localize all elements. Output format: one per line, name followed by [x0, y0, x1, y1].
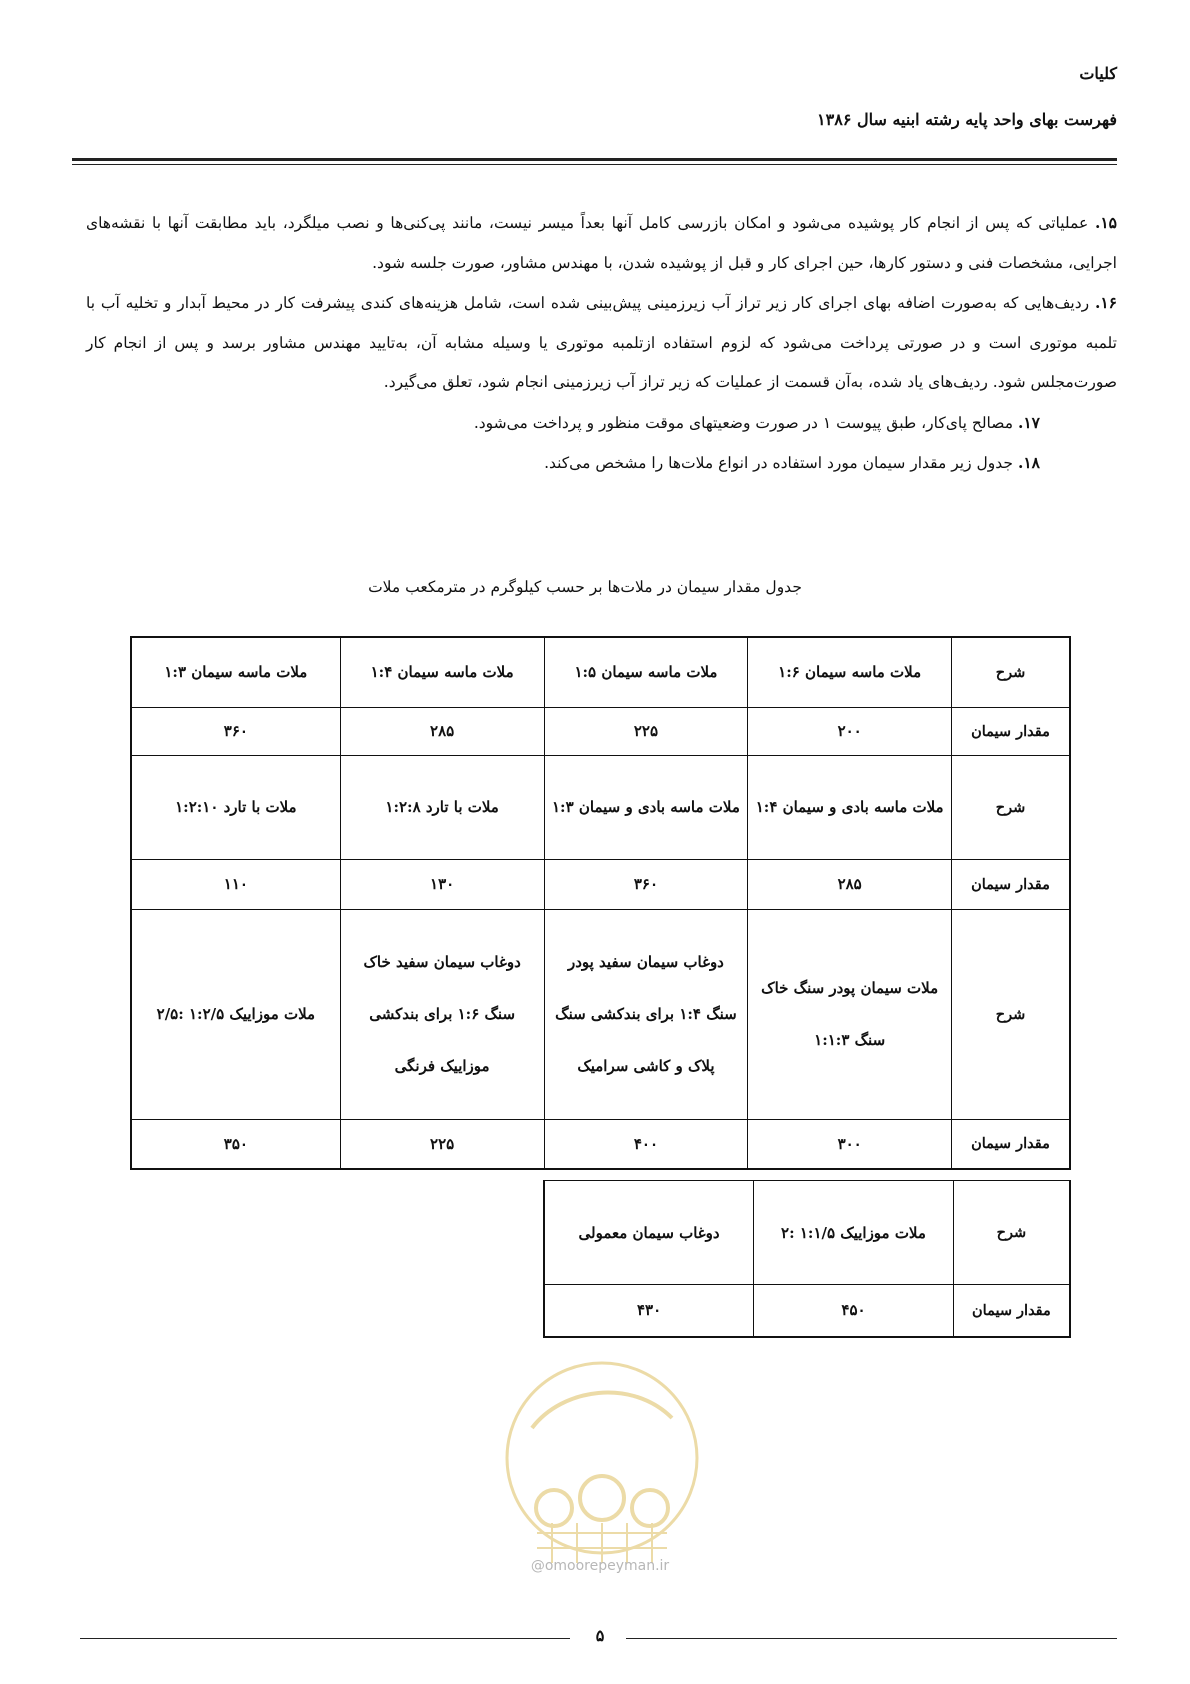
table-cell: ملات با تارد ۱:۲:۸ [340, 755, 544, 859]
cement-table-continued [543, 1180, 1071, 1338]
paragraph-number: ۱۷. [1017, 412, 1040, 432]
row-label-desc: شرح [953, 1181, 1070, 1285]
table-cell: ملات ماسه سیمان ۱:۴ [340, 637, 544, 707]
table-row [131, 637, 1070, 707]
paragraph-number: ۱۸. [1017, 453, 1040, 472]
row-label-desc: شرح [951, 637, 1070, 707]
row-label-amount: مقدار سیمان [951, 859, 1070, 909]
table-caption: جدول مقدار سیمان در ملات‌ها بر حسب کیلوگرم در مترمکعب ملات [368, 578, 802, 596]
watermark-logo [492, 1348, 712, 1588]
row-label-amount: مقدار سیمان [953, 1285, 1070, 1337]
body-text [86, 203, 1117, 484]
table-row [131, 707, 1070, 755]
table-cell: ملات سیمان پودر سنگ خاک سنگ ۱:۱:۳ [748, 909, 952, 1119]
paragraph-17 [86, 403, 1117, 444]
table-cell: ۱۱۰ [131, 859, 340, 909]
cement-table [130, 636, 1071, 1170]
table-row [131, 859, 1070, 909]
table-cell: ۳۶۰ [131, 707, 340, 755]
paragraph-text: جدول زیر مقدار سیمان مورد استفاده در انواع ملات‌ها را مشخص می‌کند. [544, 454, 1018, 472]
paragraph-15 [86, 203, 1117, 283]
table-row [544, 1181, 1070, 1285]
row-label-amount: مقدار سیمان [951, 707, 1070, 755]
table-cell: ۳۶۰ [544, 859, 748, 909]
table-row [131, 1119, 1070, 1169]
paragraph-number: ۱۶. [1094, 293, 1117, 312]
table-cell: دوغاب سیمان سفید خاک سنگ ۱:۶ برای بندکشی موزاییک فرنگی [340, 909, 544, 1119]
page-number: ۵ [595, 1626, 605, 1645]
paragraph-16 [86, 283, 1117, 403]
table-cell: ۲۸۵ [748, 859, 952, 909]
table-cell: ملات موزاییک ۱:۲/۵ :۲/۵ [131, 909, 340, 1119]
table-cell: ۳۰۰ [748, 1119, 952, 1169]
row-label-desc: شرح [951, 755, 1070, 859]
table-cell: ۴۳۰ [544, 1285, 754, 1337]
watermark-url: @omoorepeyman.ir [530, 1558, 670, 1574]
table-cell: ملات ماسه سیمان ۱:۶ [748, 637, 952, 707]
table-cell: ۴۵۰ [754, 1285, 954, 1337]
table-cell: ۳۵۰ [131, 1119, 340, 1169]
table-cell: ۴۰۰ [544, 1119, 748, 1169]
footer-rule-right [626, 1638, 1117, 1639]
header-rule-thin [72, 164, 1117, 165]
footer-rule-left [80, 1638, 570, 1639]
table-cell: ۱۳۰ [340, 859, 544, 909]
paragraph-text: مصالح پای‌کار، طبق پیوست ۱ در صورت وضعیتهای موقت منظور و پرداخت می‌شود. [473, 413, 1018, 432]
table-row [544, 1285, 1070, 1337]
paragraph-18 [86, 443, 1117, 484]
table-cell: ۲۲۵ [544, 707, 748, 755]
row-label-amount: مقدار سیمان [951, 1119, 1070, 1169]
section-title: کلیات [1079, 64, 1117, 83]
table-cell: ملات ماسه بادی و سیمان ۱:۴ [748, 755, 952, 859]
document-subtitle: فهرست بهای واحد پایه رشته ابنیه سال ۱۳۸۶ [817, 110, 1117, 129]
table-cell: ۲۲۵ [340, 1119, 544, 1169]
table-cell: ملات با تارد ۱:۲:۱۰ [131, 755, 340, 859]
table-cell: ۲۰۰ [748, 707, 952, 755]
table-cell: ۲۸۵ [340, 707, 544, 755]
paragraph-number: ۱۵. [1094, 213, 1117, 232]
header-rule-thick [72, 158, 1117, 161]
row-label-desc: شرح [951, 909, 1070, 1119]
table-cell: ملات ماسه سیمان ۱:۵ [544, 637, 748, 707]
table-row [131, 909, 1070, 1119]
table-cell: دوغاب سیمان سفید پودر سنگ ۱:۴ برای بندکشی سنگ پلاک و کاشی سرامیک [544, 909, 748, 1119]
table-cell: ملات ماسه سیمان ۱:۳ [131, 637, 340, 707]
paragraph-text: ردیف‌هایی که به‌صورت اضافه بهای اجرای کار زیر تراز آب زیرزمینی پیش‌بینی شده است، شامل هزینه‌های کندی پیشرفت کار در محیط آبدار و تخلیه آب با تلمبه موتوری است و در صورتی پرداخت می‌شود که لزوم استفاده ازتلمبه موتوری یا وسیله مشابه آن، به‌تایید مهندس مشاور برسد و پس از انجام کار صورت‌مجلس شود. ردیف‌های یاد شده، به‌آن قسمت از عملیات که زیر تراز آب زیرزمینی انجام شود، تعلق می‌گیرد. [86, 294, 1117, 391]
table-cell: دوغاب سیمان معمولی [544, 1181, 754, 1285]
table-cell: ملات موزاییک ۱:۱/۵ :۲ [754, 1181, 954, 1285]
table-row [131, 755, 1070, 859]
table-cell: ملات ماسه بادی و سیمان ۱:۳ [544, 755, 748, 859]
paragraph-text: عملیاتی که پس از انجام کار پوشیده می‌شود و امکان بازرسی کامل آنها بعداً میسر نیست، مانند پی‌کنی‌ها و نصب میلگرد، باید مطابقت آنها با نقشه‌های اجرایی، مشخصات فنی و دستور کارها، حین اجرای کار و قبل از پوشیده شدن، با مهندس مشاور، صورت جلسه شود. [86, 214, 1117, 272]
